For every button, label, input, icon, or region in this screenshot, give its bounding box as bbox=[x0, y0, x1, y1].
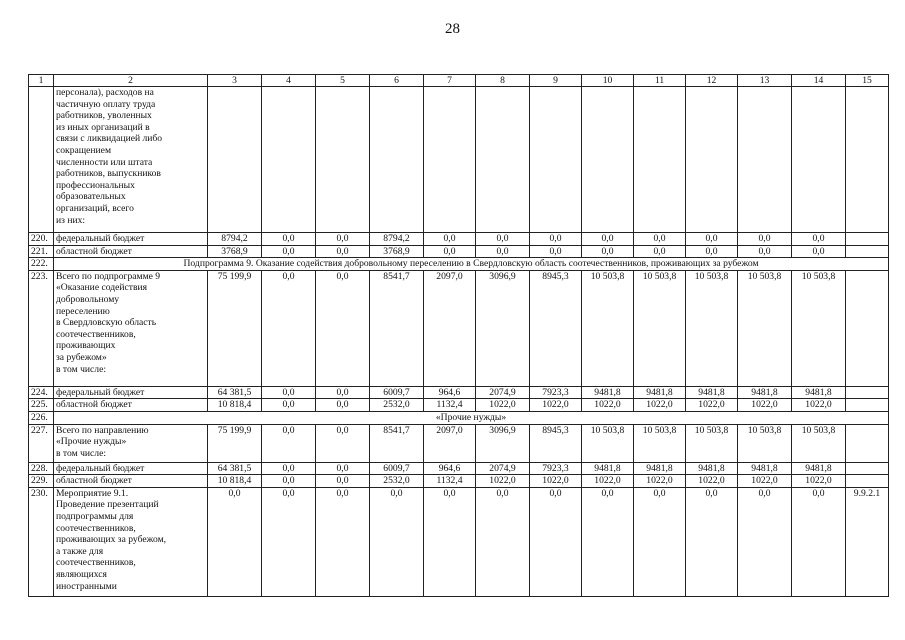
table-row bbox=[29, 87, 889, 233]
value-cell: 10 503,8 bbox=[582, 270, 634, 386]
value-cell: 0,0 bbox=[792, 233, 846, 246]
value-cell: 75 199,9 bbox=[208, 424, 262, 462]
table-row bbox=[29, 462, 889, 475]
value-cell: 9481,8 bbox=[792, 462, 846, 475]
value-cell: 0,0 bbox=[634, 233, 686, 246]
column-header: 7 bbox=[424, 75, 476, 87]
value-cell: 1132,4 bbox=[424, 399, 476, 412]
value-cell: 1022,0 bbox=[530, 399, 582, 412]
value-cell: 0,0 bbox=[686, 245, 738, 258]
value-cell: 0,0 bbox=[582, 233, 634, 246]
table-row bbox=[29, 424, 889, 462]
table-row bbox=[29, 245, 889, 258]
value-cell bbox=[424, 87, 476, 233]
value-cell: 9481,8 bbox=[686, 462, 738, 475]
value-cell: 0,0 bbox=[316, 475, 370, 488]
value-cell: 0,0 bbox=[634, 245, 686, 258]
value-cell: 1022,0 bbox=[582, 475, 634, 488]
value-cell: 0,0 bbox=[424, 487, 476, 596]
value-cell bbox=[792, 87, 846, 233]
row-label: федеральный бюджет bbox=[54, 386, 208, 399]
value-cell: 10 503,8 bbox=[686, 270, 738, 386]
value-cell: 0,0 bbox=[792, 487, 846, 596]
value-cell bbox=[370, 87, 424, 233]
value-cell: 9481,8 bbox=[634, 386, 686, 399]
value-cell: 64 381,5 bbox=[208, 462, 262, 475]
value-cell: 1022,0 bbox=[738, 475, 792, 488]
value-cell: 9481,8 bbox=[582, 386, 634, 399]
page-number: 28 bbox=[445, 21, 460, 37]
code-cell bbox=[846, 475, 889, 488]
table-row bbox=[29, 399, 889, 412]
row-number: 221. bbox=[29, 245, 54, 258]
value-cell: 0,0 bbox=[316, 487, 370, 596]
value-cell bbox=[846, 87, 889, 233]
value-cell bbox=[634, 87, 686, 233]
row-label: федеральный бюджет bbox=[54, 462, 208, 475]
value-cell: 9481,8 bbox=[738, 386, 792, 399]
column-header: 2 bbox=[54, 75, 208, 87]
table-row bbox=[29, 386, 889, 399]
value-cell: 3768,9 bbox=[370, 245, 424, 258]
value-cell: 0,0 bbox=[316, 462, 370, 475]
value-cell: 1022,0 bbox=[476, 475, 530, 488]
value-cell: 0,0 bbox=[262, 424, 316, 462]
value-cell: 6009,7 bbox=[370, 386, 424, 399]
value-cell: 7923,3 bbox=[530, 462, 582, 475]
row-label: областной бюджет bbox=[54, 245, 208, 258]
section-heading: «Прочие нужды» bbox=[54, 411, 889, 424]
column-header: 3 bbox=[208, 75, 262, 87]
column-header: 15 bbox=[846, 75, 889, 87]
value-cell: 964,6 bbox=[424, 386, 476, 399]
value-cell: 9481,8 bbox=[686, 386, 738, 399]
value-cell: 3096,9 bbox=[476, 270, 530, 386]
value-cell: 9481,8 bbox=[634, 462, 686, 475]
value-cell: 10 503,8 bbox=[738, 270, 792, 386]
value-cell: 1022,0 bbox=[686, 475, 738, 488]
value-cell: 1022,0 bbox=[792, 475, 846, 488]
value-cell: 0,0 bbox=[370, 487, 424, 596]
column-header: 9 bbox=[530, 75, 582, 87]
value-cell: 0,0 bbox=[262, 245, 316, 258]
code-cell bbox=[846, 233, 889, 246]
column-header: 12 bbox=[686, 75, 738, 87]
value-cell: 8945,3 bbox=[530, 270, 582, 386]
table-row bbox=[29, 475, 889, 488]
value-cell: 0,0 bbox=[530, 233, 582, 246]
section-row bbox=[29, 258, 889, 271]
section-heading: Подпрограмма 9. Оказание содействия добровольному переселению в Свердловскую область соотечественников, проживающих за рубежом bbox=[54, 258, 889, 271]
value-cell: 0,0 bbox=[792, 245, 846, 258]
value-cell: 7923,3 bbox=[530, 386, 582, 399]
code-cell bbox=[846, 462, 889, 475]
value-cell: 0,0 bbox=[686, 233, 738, 246]
value-cell: 0,0 bbox=[262, 399, 316, 412]
value-cell: 0,0 bbox=[476, 487, 530, 596]
column-header: 11 bbox=[634, 75, 686, 87]
value-cell: 2074,9 bbox=[476, 462, 530, 475]
value-cell bbox=[582, 87, 634, 233]
value-cell: 0,0 bbox=[476, 245, 530, 258]
value-cell: 0,0 bbox=[316, 270, 370, 386]
code-cell bbox=[846, 424, 889, 462]
value-cell: 0,0 bbox=[634, 487, 686, 596]
value-cell: 8794,2 bbox=[208, 233, 262, 246]
value-cell: 0,0 bbox=[262, 487, 316, 596]
value-cell: 10 503,8 bbox=[634, 270, 686, 386]
value-cell: 0,0 bbox=[262, 475, 316, 488]
row-label: областной бюджет bbox=[54, 399, 208, 412]
column-header-row bbox=[29, 75, 889, 87]
row-label: Всего по направлению «Прочие нужды» в том числе: bbox=[54, 424, 208, 462]
value-cell: 2074,9 bbox=[476, 386, 530, 399]
value-cell: 0,0 bbox=[262, 386, 316, 399]
value-cell: 0,0 bbox=[208, 487, 262, 596]
row-number: 227. bbox=[29, 424, 54, 462]
row-label: Всего по подпрограмме 9 «Оказание содействия добровольному переселению в Свердловскую область соотечественников, проживающих за рубежом» в том числе: bbox=[54, 270, 208, 386]
value-cell: 10 503,8 bbox=[738, 424, 792, 462]
code-cell bbox=[846, 245, 889, 258]
column-header: 4 bbox=[262, 75, 316, 87]
value-cell bbox=[316, 87, 370, 233]
value-cell: 1132,4 bbox=[424, 475, 476, 488]
section-row bbox=[29, 411, 889, 424]
value-cell: 3096,9 bbox=[476, 424, 530, 462]
value-cell: 2097,0 bbox=[424, 270, 476, 386]
row-label: федеральный бюджет bbox=[54, 233, 208, 246]
row-number: 226. bbox=[29, 411, 54, 424]
value-cell: 1022,0 bbox=[792, 399, 846, 412]
value-cell: 0,0 bbox=[582, 487, 634, 596]
value-cell: 0,0 bbox=[316, 424, 370, 462]
value-cell bbox=[738, 87, 792, 233]
value-cell: 0,0 bbox=[316, 399, 370, 412]
row-number: 224. bbox=[29, 386, 54, 399]
row-number: 229. bbox=[29, 475, 54, 488]
value-cell: 8541,7 bbox=[370, 424, 424, 462]
row-number: 222. bbox=[29, 258, 54, 271]
value-cell: 0,0 bbox=[424, 245, 476, 258]
column-header: 13 bbox=[738, 75, 792, 87]
value-cell: 8794,2 bbox=[370, 233, 424, 246]
value-cell: 1022,0 bbox=[634, 475, 686, 488]
column-header: 10 bbox=[582, 75, 634, 87]
value-cell: 0,0 bbox=[262, 233, 316, 246]
value-cell: 0,0 bbox=[316, 233, 370, 246]
code-cell bbox=[846, 270, 889, 386]
value-cell: 2097,0 bbox=[424, 424, 476, 462]
value-cell: 8945,3 bbox=[530, 424, 582, 462]
value-cell: 0,0 bbox=[316, 245, 370, 258]
budget-table bbox=[28, 74, 889, 597]
table-row bbox=[29, 270, 889, 386]
code-cell bbox=[846, 399, 889, 412]
value-cell: 2532,0 bbox=[370, 475, 424, 488]
row-label: Мероприятие 9.1. Проведение презентаций подпрограммы для соотечественников, проживающих за рубежом, а также для соотечественников, являющихся иностранными bbox=[54, 487, 208, 596]
column-header: 8 bbox=[476, 75, 530, 87]
column-header: 14 bbox=[792, 75, 846, 87]
value-cell: 0,0 bbox=[476, 233, 530, 246]
table-row bbox=[29, 487, 889, 596]
value-cell: 10 503,8 bbox=[582, 424, 634, 462]
value-cell bbox=[262, 87, 316, 233]
value-cell: 0,0 bbox=[262, 462, 316, 475]
value-cell: 1022,0 bbox=[476, 399, 530, 412]
value-cell: 75 199,9 bbox=[208, 270, 262, 386]
value-cell bbox=[530, 87, 582, 233]
column-header: 5 bbox=[316, 75, 370, 87]
value-cell: 0,0 bbox=[738, 245, 792, 258]
value-cell bbox=[476, 87, 530, 233]
value-cell: 9481,8 bbox=[738, 462, 792, 475]
value-cell: 10 503,8 bbox=[792, 424, 846, 462]
value-cell: 1022,0 bbox=[530, 475, 582, 488]
value-cell: 10 818,4 bbox=[208, 475, 262, 488]
value-cell: 0,0 bbox=[686, 487, 738, 596]
value-cell: 0,0 bbox=[316, 386, 370, 399]
column-header: 1 bbox=[29, 75, 54, 87]
value-cell: 6009,7 bbox=[370, 462, 424, 475]
value-cell: 3768,9 bbox=[208, 245, 262, 258]
value-cell: 10 818,4 bbox=[208, 399, 262, 412]
value-cell: 1022,0 bbox=[686, 399, 738, 412]
value-cell: 10 503,8 bbox=[686, 424, 738, 462]
value-cell: 64 381,5 bbox=[208, 386, 262, 399]
row-number: 228. bbox=[29, 462, 54, 475]
value-cell bbox=[208, 87, 262, 233]
row-number: 220. bbox=[29, 233, 54, 246]
code-cell bbox=[846, 386, 889, 399]
table-body bbox=[29, 75, 889, 597]
value-cell: 1022,0 bbox=[634, 399, 686, 412]
row-number bbox=[29, 87, 54, 233]
value-cell: 1022,0 bbox=[582, 399, 634, 412]
value-cell: 10 503,8 bbox=[792, 270, 846, 386]
row-label: персонала), расходов на частичную оплату труда работников, уволенных из иных организаций в связи с ликвидацией либо сокращением численности или штата работников, выпускников профессиональных образовательных организаций, всего из них: bbox=[54, 87, 208, 233]
value-cell: 0,0 bbox=[582, 245, 634, 258]
value-cell bbox=[686, 87, 738, 233]
value-cell: 0,0 bbox=[530, 487, 582, 596]
row-number: 223. bbox=[29, 270, 54, 386]
table-row bbox=[29, 233, 889, 246]
row-number: 225. bbox=[29, 399, 54, 412]
value-cell: 9481,8 bbox=[582, 462, 634, 475]
value-cell: 8541,7 bbox=[370, 270, 424, 386]
value-cell: 0,0 bbox=[738, 233, 792, 246]
value-cell: 0,0 bbox=[424, 233, 476, 246]
value-cell: 0,0 bbox=[262, 270, 316, 386]
column-header: 6 bbox=[370, 75, 424, 87]
value-cell: 0,0 bbox=[738, 487, 792, 596]
value-cell: 10 503,8 bbox=[634, 424, 686, 462]
value-cell: 9481,8 bbox=[792, 386, 846, 399]
code-cell: 9.9.2.1 bbox=[846, 487, 889, 596]
value-cell: 1022,0 bbox=[738, 399, 792, 412]
row-label: областной бюджет bbox=[54, 475, 208, 488]
value-cell: 2532,0 bbox=[370, 399, 424, 412]
row-number: 230. bbox=[29, 487, 54, 596]
value-cell: 0,0 bbox=[530, 245, 582, 258]
value-cell: 964,6 bbox=[424, 462, 476, 475]
